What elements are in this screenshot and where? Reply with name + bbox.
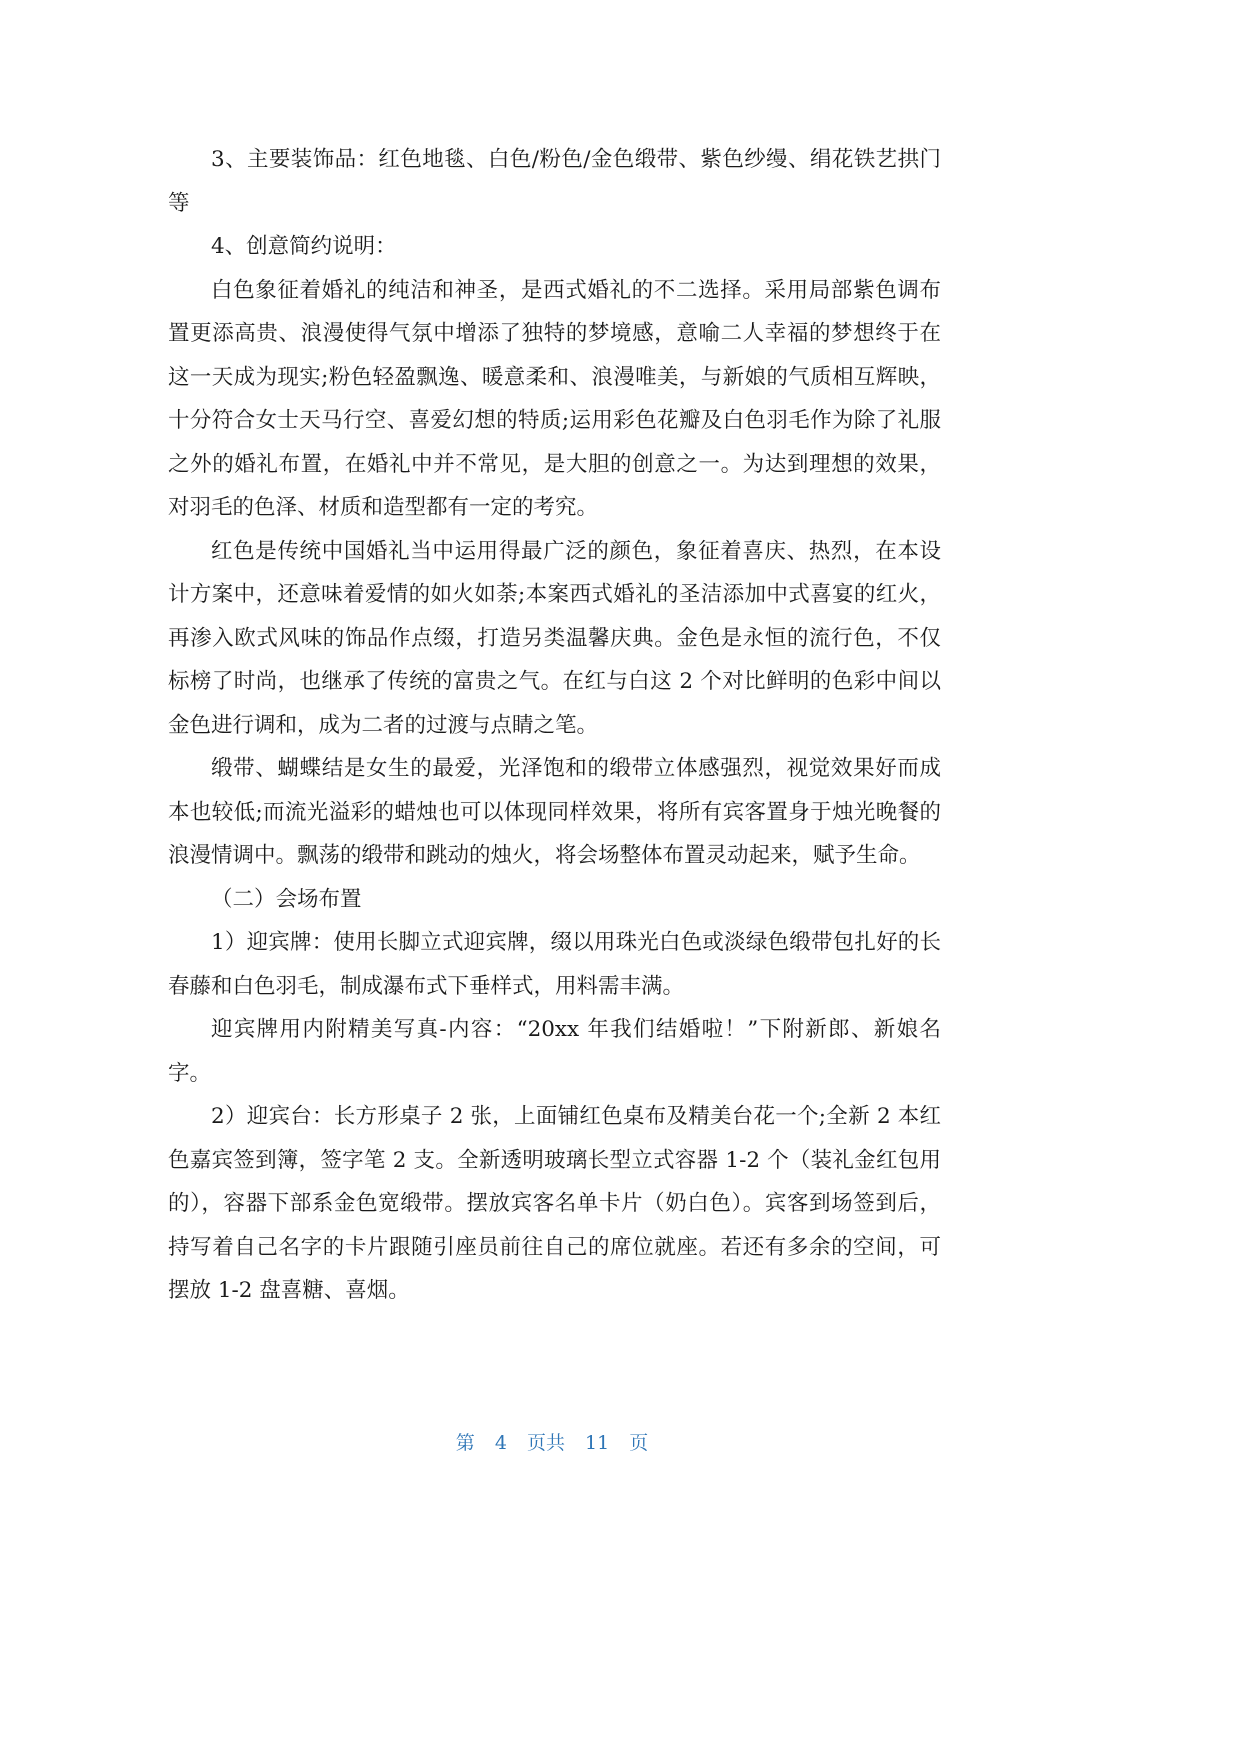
paragraph-decorations: 3、主要装饰品：红色地毯、白色/粉色/金色缎带、紫色纱缦、绢花铁艺拱门等 bbox=[168, 147, 941, 216]
paragraph-ribbon-theme: 缎带、蝴蝶结是女生的最爱，光泽饱和的缎带立体感强烈，视觉效果好而成本也较低;而流光溢彩的蜡烛也可以体现同样效果，将所有宾客置身于烛光晚餐的浪漫情调中。飘荡的缎带和跳动的烛火，将会场整体布置灵动起来，赋予生命。 bbox=[168, 756, 941, 868]
paragraph-creative-heading: 4、创意简约说明： bbox=[211, 234, 397, 259]
page-number-footer: 第 4 页共 11 页 bbox=[455, 1432, 649, 1454]
paragraph-welcome-sign: 1）迎宾牌：使用长脚立式迎宾牌，缀以用珠光白色或淡绿色缎带包扎好的长春藤和白色羽毛，制成瀑布式下垂样式，用料需丰满。 bbox=[168, 930, 941, 999]
paragraph-welcome-sign-content: 迎宾牌用内附精美写真-内容：“20xx 年我们结婚啦！”下附新郎、新娘名字。 bbox=[168, 1017, 941, 1086]
paragraph-white-theme: 白色象征着婚礼的纯洁和神圣，是西式婚礼的不二选择。采用局部紫色调布置更添高贵、浪漫使得气氛中增添了独特的梦境感，意喻二人幸福的梦想终于在这一天成为现实;粉色轻盈飘逸、暖意柔和、浪漫唯美，与新娘的气质相互辉映，十分符合女士天马行空、喜爱幻想的特质;运用彩色花瓣及白色羽毛作为除了礼服之外的婚礼布置，在婚礼中并不常见，是大胆的创意之一。为达到理想的效果，对羽毛的色泽、材质和造型都有一定的考究。 bbox=[168, 277, 941, 520]
paragraph-red-theme: 红色是传统中国婚礼当中运用得最广泛的颜色，象征着喜庆、热烈，在本设计方案中，还意味着爱情的如火如荼;本案西式婚礼的圣洁添加中式喜宴的红火，再渗入欧式风味的饰品作点缀，打造另类温馨庆典。金色是永恒的流行色，不仅标榜了时尚，也继承了传统的富贵之气。在红与白这 2 个对比鲜明的色彩中间以金色进行调和，成为二者的过渡与点睛之笔。 bbox=[168, 538, 941, 738]
paragraph-welcome-table: 2）迎宾台：长方形桌子 2 张，上面铺红色桌布及精美台花一个;全新 2 本红色嘉宾签到簿，签字笔 2 支。全新透明玻璃长型立式容器 1-2 个（装礼金红包用的），容器下部系金色宽缎带。摆放宾客名单卡片（奶白色）。宾客到场签到后，持写着自己名字的卡片跟随引座员前往自己的席位就座。若还有多余的空间，可摆放 1-2 盘喜糖、喜烟。 bbox=[168, 1104, 941, 1303]
document-body bbox=[168, 138, 941, 1313]
section-heading-venue: （二）会场布置 bbox=[211, 886, 362, 912]
